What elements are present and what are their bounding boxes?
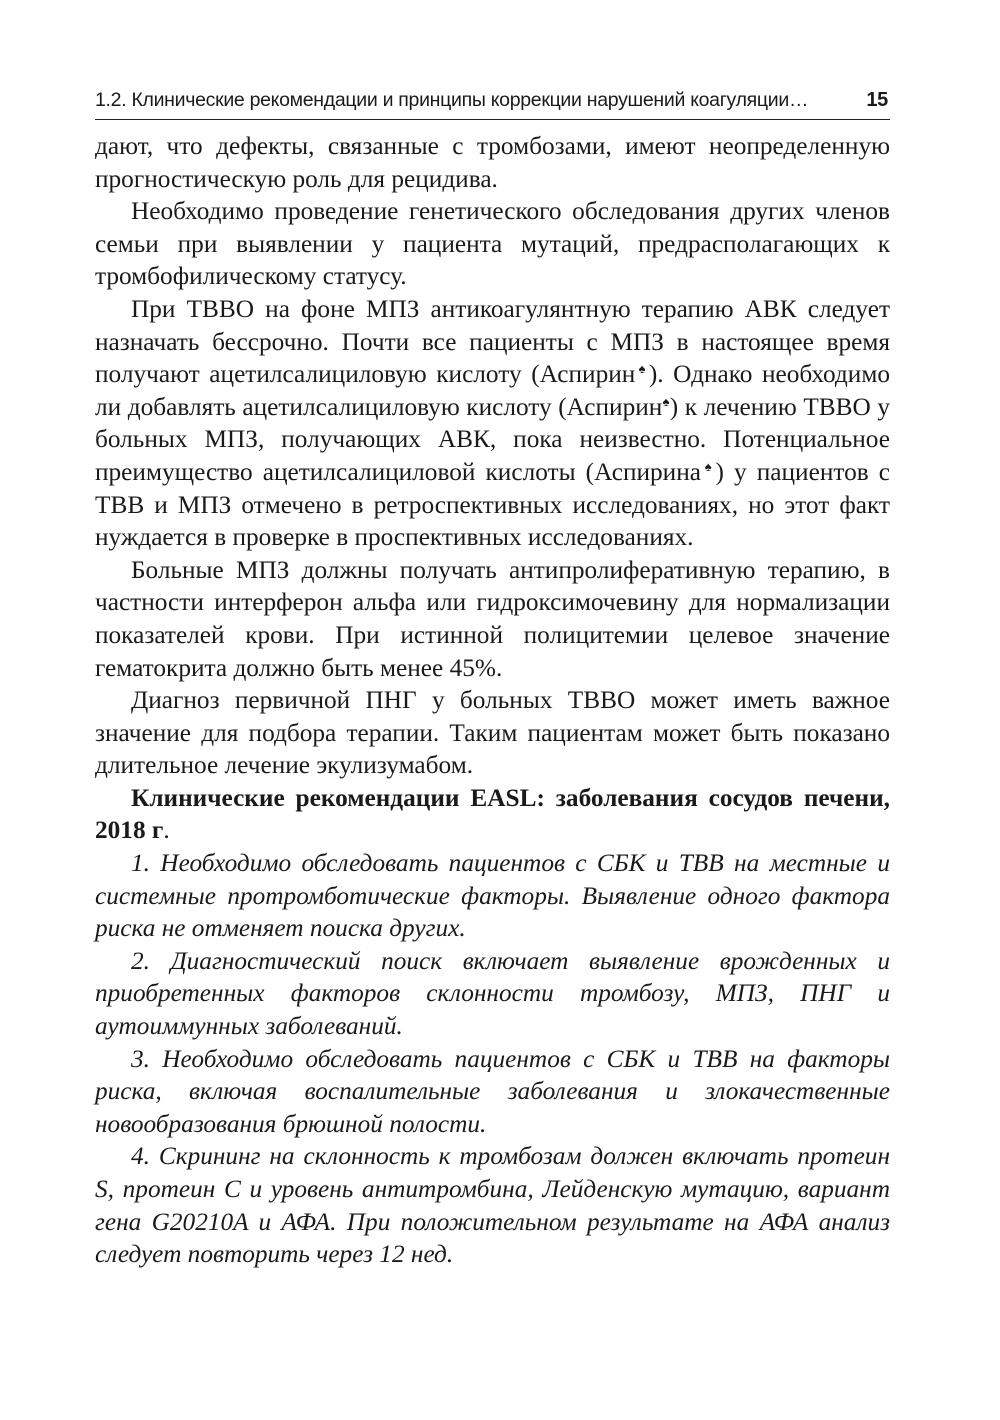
page-body (95, 130, 890, 1271)
text-segment: ). Однако необходимо ли добавлять ацетилсалициловую кислоту (Аспирин (95, 360, 890, 421)
recommendation-item: 4. Скрининг на склонность к тромбозам должен включать протеин S, протеин C и уровень антитромбина, Лейденскую мутацию, вариант гена G20210A и АФА. При положительном результате на АФА анализ следует повторить через 12 нед. (95, 1142, 890, 1269)
book-page (95, 86, 890, 1271)
recommendation-item: 3. Необходимо обследовать пациентов с СБК и ТВВ на факторы риска, включая воспалительные заболевания и злокачественные новообразования брюшной полости. (95, 1044, 890, 1138)
recommendation-item: 1. Необходимо обследовать пациентов с СБК и ТВВ на местные и системные протромботические факторы. Выявление одного фактора риска не отменяет поиска других. (95, 849, 890, 943)
trademark-icon: ♠ (635, 361, 649, 377)
section-heading (95, 782, 890, 847)
paragraph-mpn-therapy (95, 293, 890, 554)
paragraph-antiproliferative: Больные МПЗ должны получать антипролиферативную терапию, в частности интерферон альфа или гидроксимочевину для нормализации показателей крови. При истинной полицитемии целевое значение гематокрита должно быть менее 45%. (95, 555, 890, 682)
text-segment: ) у пациентов с ТВВ и МПЗ отмечено в ретроспективных исследованиях, но этот факт нуждается в проверке в проспективных исследованиях. (95, 457, 891, 552)
text-segment: ) к лечению ТВВО у больных МПЗ, получающих АВК, пока неизвестно. Потенциальное преимущество ацетилсалициловой кислоты (Аспирина (95, 392, 891, 486)
recommendation-item: 2. Диагностический поиск включает выявление врожденных и приобретенных факторов склонности тромбозу, МПЗ, ПНГ и аутоиммунных заболеваний. (95, 946, 890, 1041)
section-heading-text: Клинические рекомендации EASL: заболевания сосудов печени, 2018 г (95, 783, 890, 845)
page-number: 15 (866, 89, 888, 111)
trademark-icon: ♠ (701, 458, 716, 474)
text-segment: При ТВВО на фоне МПЗ антикоагулянтную терапию АВК следует назначать бессрочно. Почти все пациенты с МПЗ в настоящее время получают ацетилсалициловую кислоту (Аспирин (95, 294, 890, 389)
trademark-icon: ♠ (662, 393, 670, 409)
paragraph-continuation: дают, что дефекты, связанные с тромбозами, имеют неопределенную прогностическую роль для рецидива. (95, 132, 890, 193)
paragraph-pnh: Диагноз первичной ПНГ у больных ТВВО может иметь важное значение для подбора терапии. Таким пациентам может быть показано длительное лечение экулизумабом. (95, 686, 890, 780)
paragraph-genetic-testing: Необходимо проведение генетического обследования других членов семьи при выявлении у пациента мутаций, предрасполагающих к тромбофилическому статусу. (95, 197, 890, 291)
section-heading-tail: . (163, 816, 170, 845)
running-header (95, 86, 890, 120)
running-title: 1.2. Клинические рекомендации и принципы коррекции нарушений коагуляции… (95, 89, 809, 111)
